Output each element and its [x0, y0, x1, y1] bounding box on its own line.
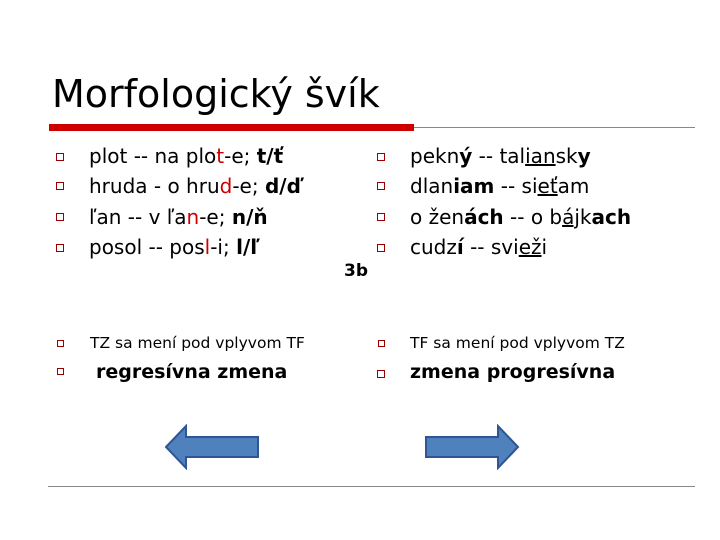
slide-tag: 3b — [344, 261, 368, 281]
item-bold: d/ď — [264, 174, 301, 198]
item-bold: t/ť — [256, 144, 284, 168]
right-list-item — [410, 173, 589, 199]
title-underline-accent — [49, 124, 414, 131]
left-list-item — [89, 173, 301, 199]
item-highlight: d — [219, 174, 233, 198]
right-note: TF sa mení pod vplyvom TZ — [410, 334, 625, 352]
item-text: i — [541, 235, 548, 259]
item-text: -e; — [232, 174, 265, 198]
left-label: regresívna zmena — [96, 361, 288, 383]
bullet-icon — [56, 182, 64, 190]
item-text: sk — [555, 144, 578, 168]
item-underlined: eť — [537, 174, 558, 198]
item-bold: y — [577, 144, 591, 168]
item-text: hruda - o hru — [89, 174, 220, 198]
bullet-icon — [57, 368, 64, 375]
right-list-item — [410, 204, 631, 230]
item-text: -- o b — [503, 205, 563, 229]
bullet-icon — [56, 213, 64, 221]
item-bold: ách — [464, 205, 504, 229]
item-underlined: ian — [525, 144, 556, 168]
item-text: cudz — [410, 235, 457, 259]
bullet-icon — [378, 340, 385, 347]
bullet-icon — [56, 153, 64, 161]
item-text: posol -- pos — [89, 235, 205, 259]
bottom-rule — [48, 486, 695, 487]
item-text: plot -- na plo — [89, 144, 217, 168]
bullet-icon — [377, 213, 385, 221]
item-text: -- tal — [472, 144, 526, 168]
item-text: ľan -- v ľa — [89, 205, 187, 229]
item-text: pekn — [410, 144, 460, 168]
left-list-item — [89, 143, 283, 169]
item-text: -- si — [494, 174, 538, 198]
slide-title: Morfologický švík — [52, 72, 380, 116]
item-highlight: t — [216, 144, 225, 168]
item-highlight: l — [204, 235, 211, 259]
item-text: -e; — [224, 144, 257, 168]
right-list-item — [410, 234, 547, 260]
item-bold: l/ľ — [236, 235, 260, 259]
left-note: TZ sa mení pod vplyvom TF — [90, 334, 305, 352]
left-arrow-icon — [164, 424, 260, 470]
item-bold: n/ň — [231, 205, 268, 229]
item-bold: ý — [459, 144, 473, 168]
title-underline-rule — [414, 127, 695, 128]
item-underlined: áj — [562, 205, 580, 229]
item-underlined: ež — [518, 235, 542, 259]
item-text: -e; — [199, 205, 232, 229]
right-list-item — [410, 143, 591, 169]
item-bold: iam — [453, 174, 495, 198]
bullet-icon — [56, 244, 64, 252]
item-text: o žen — [410, 205, 465, 229]
left-list-item — [89, 204, 268, 230]
right-arrow-icon — [424, 424, 520, 470]
bullet-icon — [377, 182, 385, 190]
bullet-icon — [377, 244, 385, 252]
item-text: k — [579, 205, 592, 229]
bullet-icon — [57, 340, 64, 347]
item-bold: ach — [591, 205, 632, 229]
item-text: am — [557, 174, 590, 198]
right-label: zmena progresívna — [410, 361, 616, 383]
item-highlight: n — [186, 205, 200, 229]
item-text: -i; — [210, 235, 237, 259]
bullet-icon — [377, 153, 385, 161]
left-list-item — [89, 234, 260, 260]
item-bold: í — [456, 235, 464, 259]
bullet-icon — [377, 370, 385, 378]
item-text: -- svi — [463, 235, 519, 259]
item-text: dlan — [410, 174, 454, 198]
